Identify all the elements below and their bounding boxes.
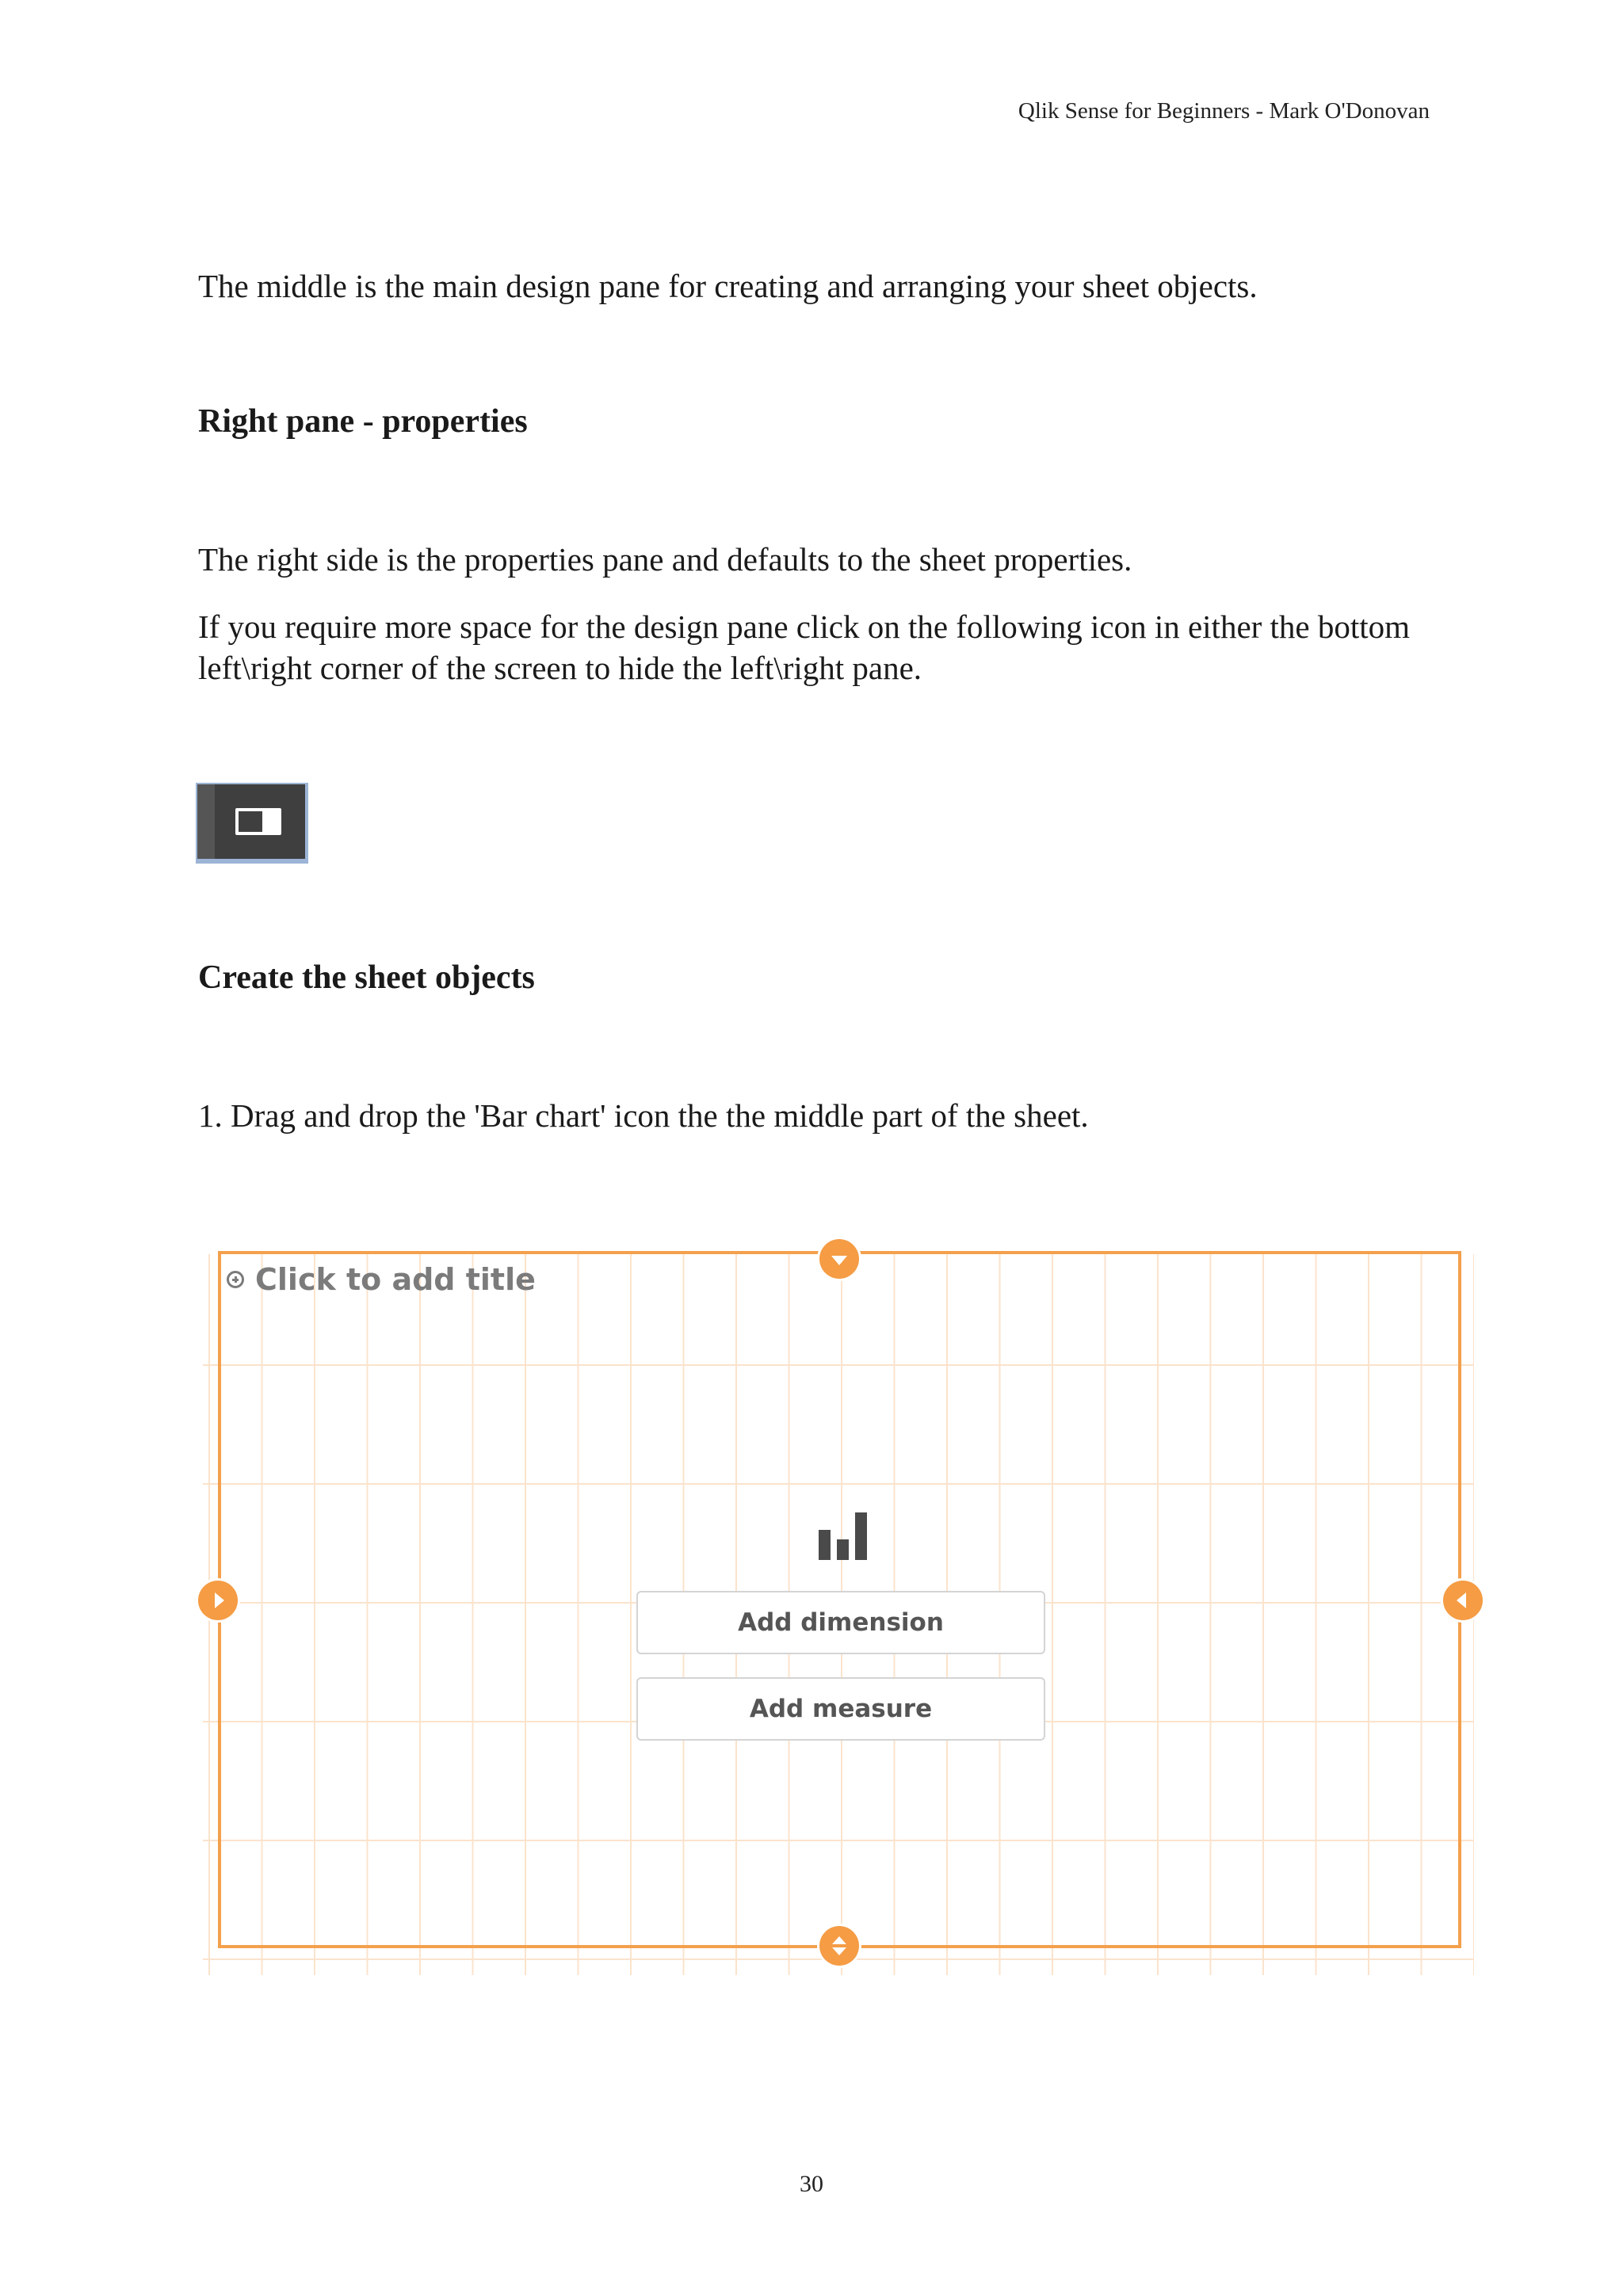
pane-toggle-button (197, 784, 305, 859)
bar-chart-icon (819, 1512, 869, 1560)
chevron-right-icon (215, 1592, 224, 1608)
hide-pane-paragraph: If you require more space for the design pane click on the following icon in either the bottom left\right corner of the screen to hide the left\right pane. (198, 608, 1411, 686)
intro-paragraph: The middle is the main design pane for creating and arranging your sheet objects. (198, 268, 1258, 304)
heading-create-objects: Create the sheet objects (198, 959, 535, 996)
pane-toggle-strip (197, 784, 215, 859)
resize-handle-bottom[interactable] (819, 1926, 859, 1966)
chevron-left-icon (1457, 1592, 1466, 1608)
running-header: Qlik Sense for Beginners - Mark O'Donovan (1018, 98, 1430, 124)
pane-toggle-screenshot (196, 783, 308, 864)
chevron-down-icon (831, 1256, 847, 1265)
page-number: 30 (800, 2171, 823, 2197)
resize-handle-left[interactable] (198, 1581, 238, 1620)
step-1-paragraph: 1. Drag and drop the 'Bar chart' icon the the middle part of the sheet. (198, 1097, 1089, 1134)
qlik-sheet-object (203, 1238, 1474, 1981)
add-measure-button[interactable]: Add measure (636, 1677, 1045, 1741)
heading-right-pane: Right pane - properties (198, 403, 528, 440)
add-title-control[interactable] (227, 1262, 536, 1297)
plus-circle-icon (227, 1271, 244, 1288)
add-dimension-button[interactable]: Add dimension (636, 1591, 1045, 1654)
resize-handle-right[interactable] (1443, 1581, 1483, 1620)
up-down-arrows-icon (832, 1936, 846, 1955)
add-title-label: Click to add title (255, 1262, 536, 1297)
resize-handle-top[interactable] (819, 1239, 859, 1279)
right-pane-paragraph: The right side is the properties pane and defaults to the sheet properties. (198, 541, 1132, 578)
pane-toggle-icon (235, 808, 281, 835)
